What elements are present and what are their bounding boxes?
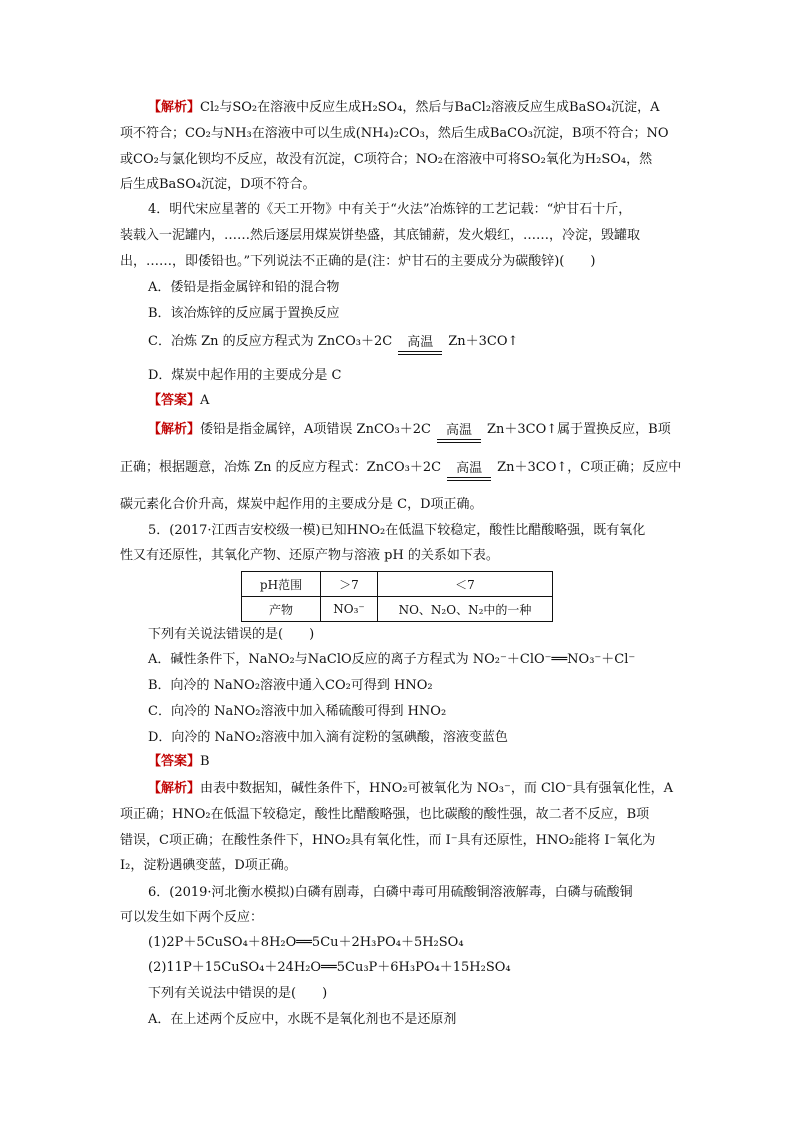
option-a: A．倭铅是指金属锌和铅的混合物 [148, 280, 340, 295]
analysis-text: 倭铅是指金属锌，A项错误 ZnCO₃＋2C [200, 422, 431, 437]
analysis-line: 后生成BaSO₄沉淀，D项不符合。 [120, 177, 316, 192]
analysis-line: 碳元素化合价升高，煤炭中起作用的主要成分是 C，D项正确。 [120, 497, 483, 512]
answer-line [148, 753, 210, 771]
option-c: C．向冷的 NaNO₂溶液中加入稀硫酸可得到 HNO₂ [148, 704, 447, 719]
analysis-text: Zn＋3CO↑属于置换反应，B项 [486, 422, 671, 437]
question-6-stem: 6．(2019·河北衡水模拟)白磷有剧毒，白磷中毒可用硫酸铜溶液解毒，白磷与硫酸铜 [148, 885, 633, 900]
analysis-line [120, 451, 681, 485]
analysis-line: 项正确；HNO₂在低温下较稳定，酸性比醋酸略强，也比碳酸的酸性强，故二者不反应，B项 [120, 807, 650, 822]
analysis-text: Cl₂与SO₂在溶液中反应生成H₂SO₄，然后与BaCl₂溶液反应生成BaSO₄沉淀，A [200, 100, 660, 115]
reaction-1: (1)2P＋5CuSO₄＋8H₂O══5Cu＋2H₃PO₄＋5H₂SO₄ [148, 935, 464, 950]
analysis-text: Zn＋3CO↑，C项正确；反应中 [497, 460, 682, 475]
table-row [242, 597, 553, 622]
option-a: A．在上述两个反应中，水既不是氧化剂也不是还原剂 [148, 1012, 457, 1027]
analysis-line: I₂，淀粉遇碘变蓝，D项正确。 [120, 858, 297, 873]
ph-product-table [241, 571, 553, 622]
analysis-tag: 【解析】 [148, 422, 201, 437]
question-4-stem: 装载入一泥罐内，……然后逐层用煤炭饼垫盛，其底铺薪，发火煅红，……，冷淀，毁罐取 [120, 228, 641, 243]
equals-bars [437, 439, 481, 443]
analysis-line [148, 413, 671, 447]
question-4-stem: 4．明代宋应星著的《天工开物》中有关于“火法”冶炼锌的工艺记载：“炉甘石十斤， [148, 202, 632, 217]
table-row [242, 572, 553, 597]
reaction-condition [447, 461, 491, 485]
analysis-line [148, 99, 660, 117]
equation-left: C．冶炼 Zn 的反应方程式为 ZnCO₃＋2C [148, 334, 393, 349]
table-header-cell: ＞7 [321, 572, 378, 597]
answer-tag: 【答案】 [148, 393, 201, 408]
answer-tag: 【答案】 [148, 754, 201, 769]
option-c [148, 325, 518, 359]
option-d: D．煤炭中起作用的主要成分是 C [148, 368, 342, 383]
table-cell: NO₃⁻ [321, 597, 378, 622]
condition-label: 高温 [407, 335, 434, 350]
option-a: A．碱性条件下，NaNO₂与NaClO反应的离子方程式为 NO₂⁻＋ClO⁻══NO₃⁻＋Cl⁻ [148, 652, 636, 667]
answer-value: B [200, 754, 210, 769]
analysis-line: 项不符合；CO₂与NH₃在溶液中可以生成(NH₄)₂CO₃，然后生成BaCO₃沉淀，B项不符合；NO [120, 126, 669, 141]
table-header-cell: ＜7 [378, 572, 553, 597]
reaction-condition [398, 335, 442, 359]
table-cell: NO、N₂O、N₂中的一种 [378, 597, 553, 622]
analysis-line [148, 780, 673, 798]
option-b: B．该冶炼锌的反应属于置换反应 [148, 306, 340, 321]
answer-value: A [200, 393, 210, 408]
question-5-stem: 5．(2017·江西吉安校级一模)已知HNO₂在低温下较稳定，酸性比醋酸略强，既有氧化 [148, 523, 646, 538]
analysis-line: 或CO₂与氯化钡均不反应，故没有沉淀，C项符合；NO₂在溶液中可将SO₂氧化为H₂SO₄，然 [120, 152, 653, 167]
question-6-stem: 可以发生如下两个反应： [120, 910, 264, 925]
reaction-condition [437, 423, 481, 447]
question-4-stem: 出，……，即倭铅也。”下列说法不正确的是(注：炉甘石的主要成分为碳酸锌)( ) [120, 254, 596, 269]
question-6-prompt: 下列有关说法中错误的是( ) [148, 986, 328, 1001]
analysis-tag: 【解析】 [148, 100, 201, 115]
table-header-cell: pH范围 [242, 572, 321, 597]
analysis-text: 正确；根据题意，冶炼 Zn 的反应方程式：ZnCO₃＋2C [120, 460, 442, 475]
condition-label: 高温 [445, 423, 472, 438]
table-cell: 产物 [242, 597, 321, 622]
reaction-2: (2)11P＋15CuSO₄＋24H₂O══5Cu₃P＋6H₃PO₄＋15H₂SO₄ [148, 960, 511, 975]
option-d: D．向冷的 NaNO₂溶液中加入滴有淀粉的氢碘酸，溶液变蓝色 [148, 730, 508, 745]
equals-bars [447, 477, 491, 481]
condition-label: 高温 [456, 461, 483, 476]
analysis-line: 错误，C项正确；在酸性条件下，HNO₂具有氧化性，而 I⁻具有还原性，HNO₂能将 I⁻氧化为 [120, 833, 656, 848]
analysis-tag: 【解析】 [148, 781, 201, 796]
analysis-text: 由表中数据知，碱性条件下，HNO₂可被氧化为 NO₃⁻，而 ClO⁻具有强氧化性，A [200, 781, 673, 796]
answer-line [148, 392, 209, 410]
question-5-stem: 性又有还原性，其氧化产物、还原产物与溶液 pH 的关系如下表。 [120, 548, 499, 563]
question-5-prompt: 下列有关说法错误的是( ) [148, 627, 315, 642]
equation-right: Zn＋3CO↑ [448, 334, 519, 349]
equals-bars [398, 351, 442, 355]
option-b: B．向冷的 NaNO₂溶液中通入CO₂可得到 HNO₂ [148, 678, 433, 693]
